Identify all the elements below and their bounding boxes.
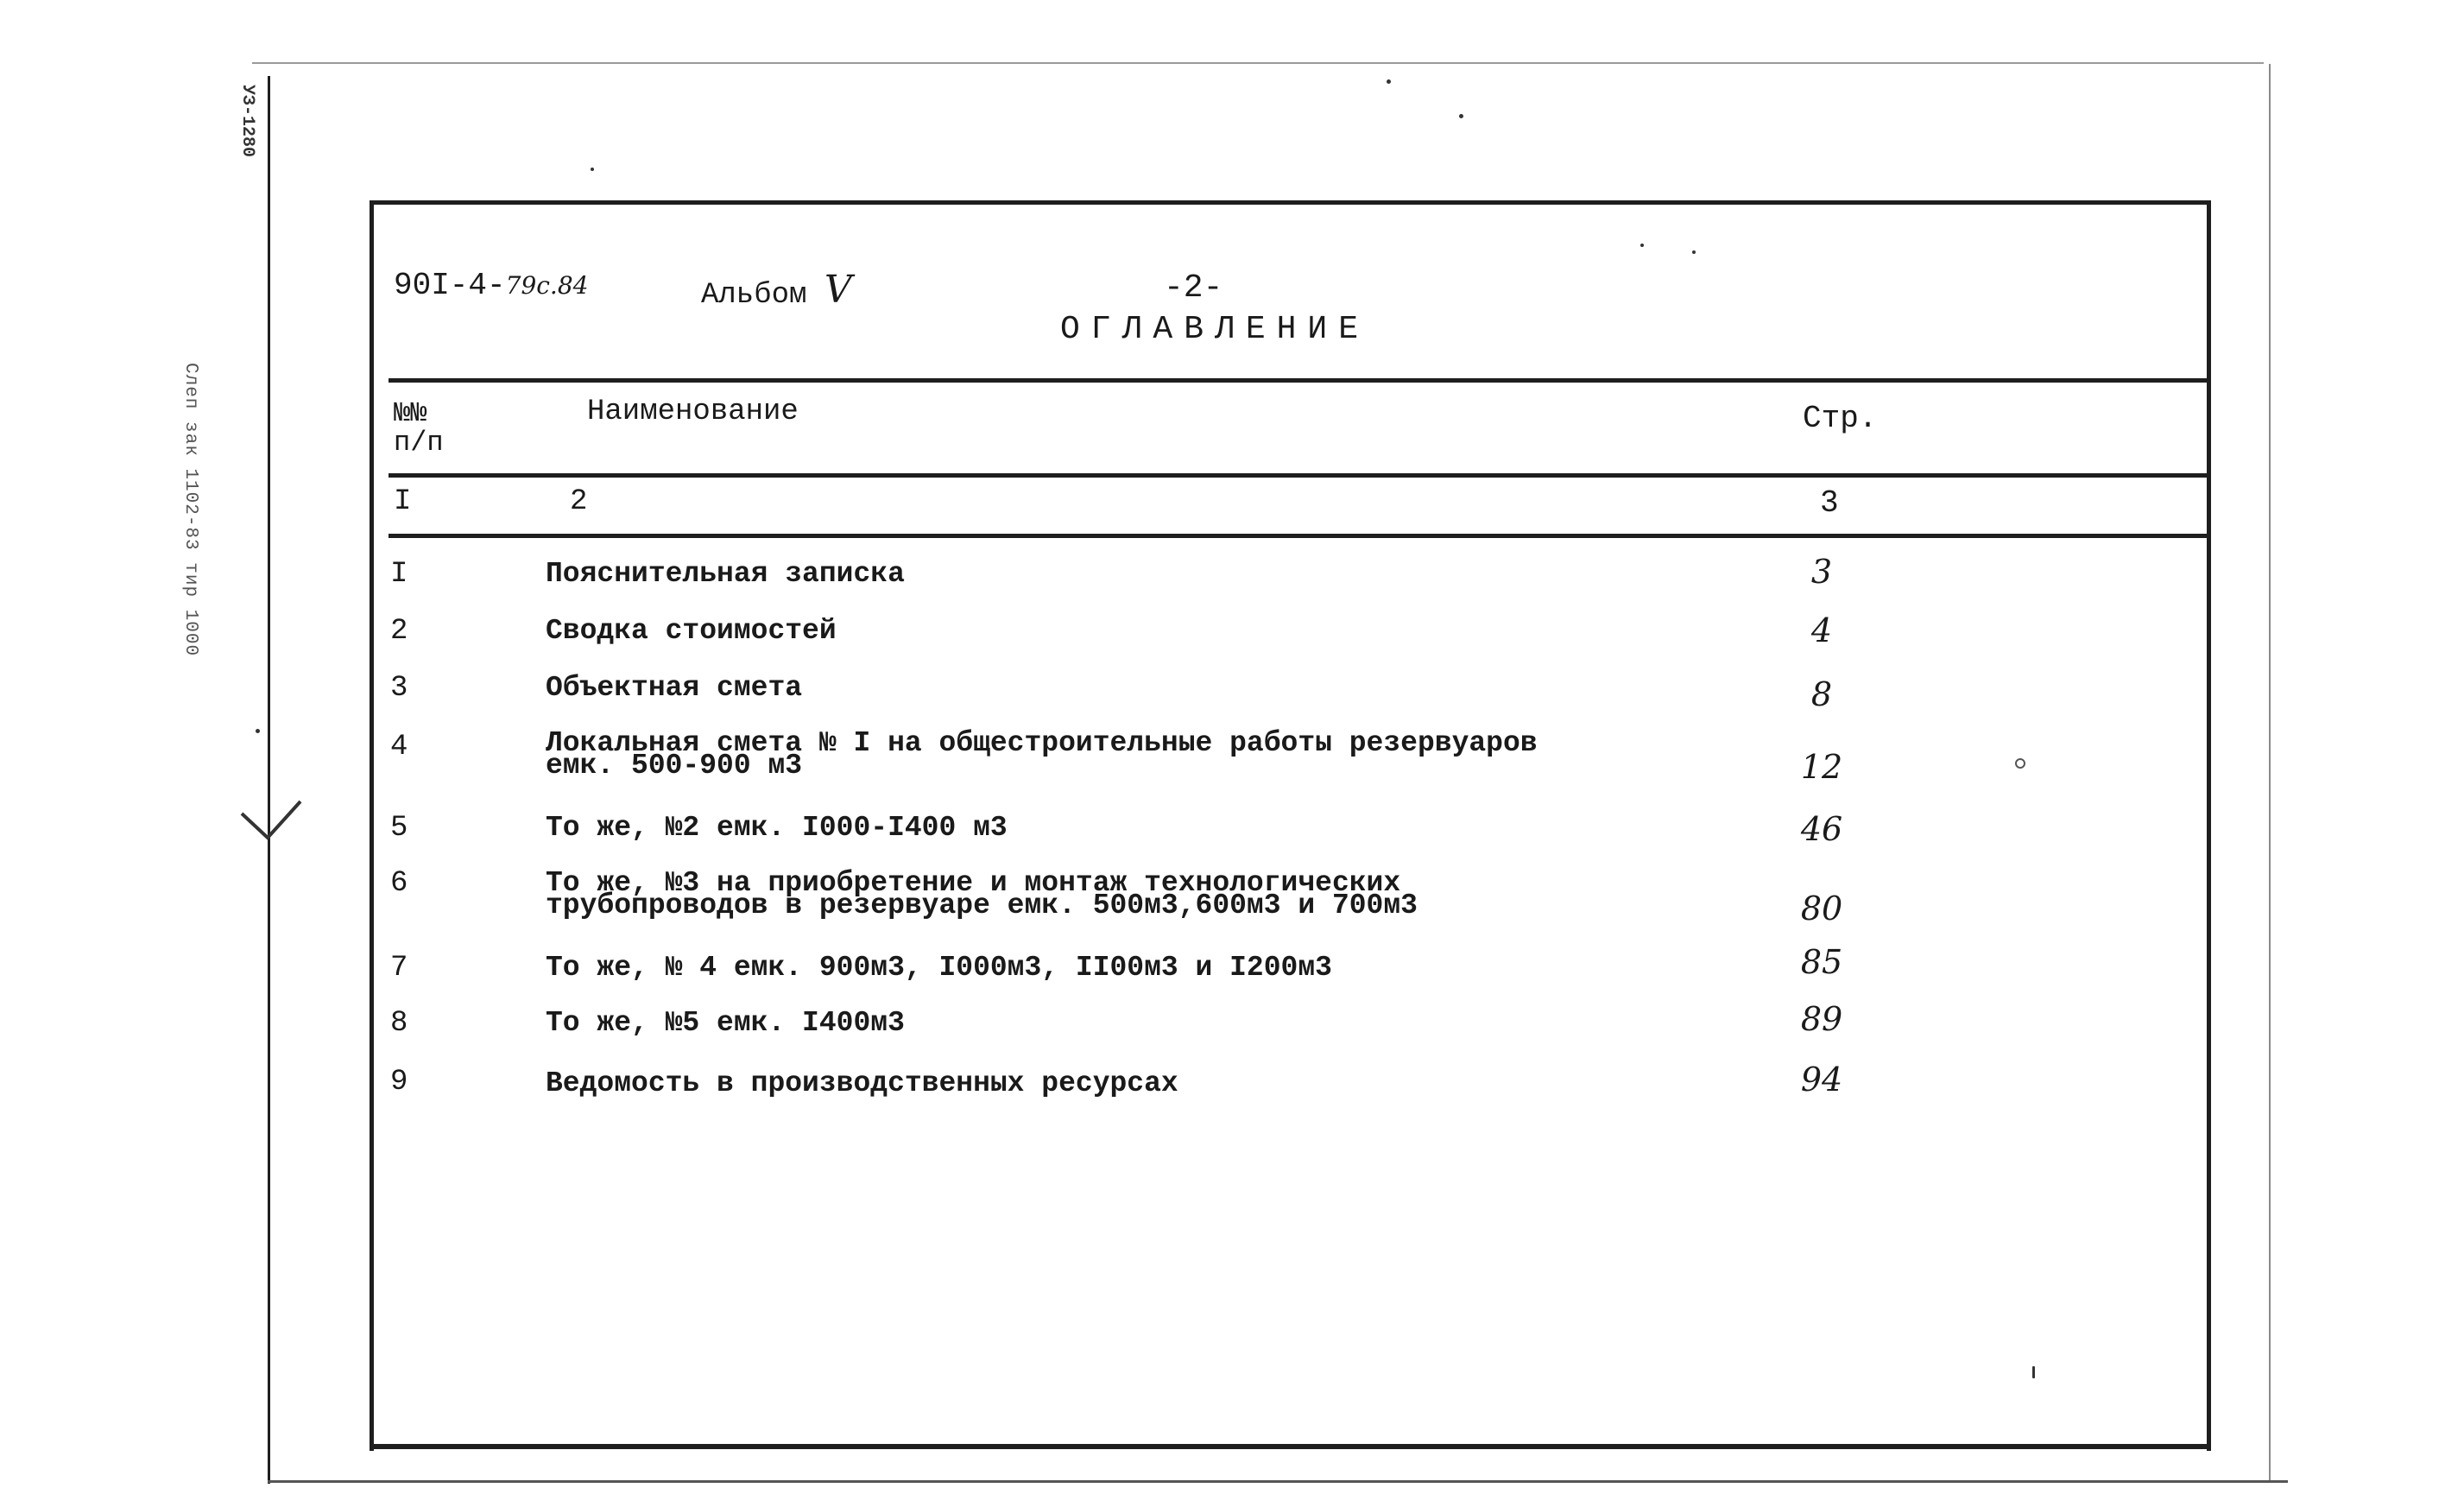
inner-frame-bottom [370, 1444, 2211, 1449]
document-code [394, 268, 588, 303]
column-number-1: I [394, 485, 412, 518]
table-rule-top [389, 378, 2210, 383]
row-page: 89 [1800, 1000, 1843, 1038]
scan-speck [591, 168, 594, 171]
table-rule-header [389, 473, 2210, 478]
page-number: -2- [1164, 269, 1223, 307]
row-page: 3 [1810, 553, 1833, 591]
inner-frame-left [370, 200, 374, 1451]
row-page: 85 [1800, 943, 1843, 981]
column-number-2: 2 [570, 485, 588, 518]
outer-frame-right [2269, 64, 2271, 1480]
outer-frame-left [268, 76, 270, 1484]
page-title: ОГЛАВЛЕНИЕ [1060, 311, 1370, 348]
album-number: V [824, 268, 852, 312]
row-number: 6 [390, 867, 408, 900]
scan-speck [2032, 1366, 2035, 1378]
tick-mark-icon [238, 795, 307, 864]
tick-mark-stroke [242, 801, 300, 838]
document-code-handwritten: 79с.84 [505, 271, 589, 300]
row-name: Ведомость в производственных ресурсах [546, 1067, 1178, 1099]
row-number: 4 [390, 731, 408, 763]
scan-speck [2015, 758, 2025, 769]
outer-frame-top [252, 62, 2264, 64]
row-number: I [390, 558, 408, 591]
row-number: 7 [390, 952, 408, 985]
row-name: Локальная смета № I на общестроительные работы резервуаров емк. 500-900 м3 [546, 727, 1538, 782]
row-name: То же, №2 емк. I000-I400 м3 [546, 812, 1008, 844]
row-number: 3 [390, 672, 408, 705]
table-rule-colnums [389, 534, 2210, 538]
inner-frame-right [2207, 200, 2211, 1451]
header-number: №№ п/п [394, 397, 444, 459]
row-name: То же, №3 на приобретение и монтаж технологических трубопроводов в резервуаре емк. 500м3,600м3 и 700м3 [546, 867, 1418, 921]
row-page: 46 [1800, 810, 1843, 848]
row-number: 2 [390, 615, 408, 648]
archive-stamp-text: Слеп зак 1102-83 тир 1000 [180, 363, 200, 657]
header-page: Стр. [1803, 401, 1878, 436]
scan-speck [256, 729, 260, 733]
row-page: 94 [1800, 1061, 1843, 1099]
scan-speck [1640, 244, 1644, 247]
row-page: 80 [1800, 890, 1843, 928]
archive-stamp-code: УЗ-1280 [237, 85, 257, 158]
inner-frame-top [370, 200, 2210, 205]
album-label-text: Альбом [701, 279, 807, 312]
row-page: 4 [1810, 611, 1833, 649]
header-name: Наименование [587, 396, 799, 428]
row-name: Пояснительная записка [546, 558, 905, 590]
row-name: То же, №5 емк. I400м3 [546, 1007, 905, 1039]
outer-frame-bottom [268, 1480, 2288, 1483]
row-name: То же, № 4 емк. 900м3, I000м3, II00м3 и I200м3 [546, 952, 1332, 984]
document-code-prefix: 90I-4- [394, 268, 506, 303]
row-number: 5 [390, 812, 408, 845]
row-name: Объектная смета [546, 672, 803, 704]
album-label [701, 268, 852, 312]
row-page: 12 [1800, 748, 1843, 786]
scan-speck [1387, 79, 1391, 84]
column-number-3: 3 [1820, 485, 1839, 521]
row-number: 9 [390, 1066, 408, 1099]
row-name: Сводка стоимостей [546, 615, 837, 647]
row-number: 8 [390, 1007, 408, 1040]
scan-speck [1459, 114, 1463, 118]
row-page: 8 [1810, 675, 1833, 713]
scan-speck [1692, 250, 1696, 254]
